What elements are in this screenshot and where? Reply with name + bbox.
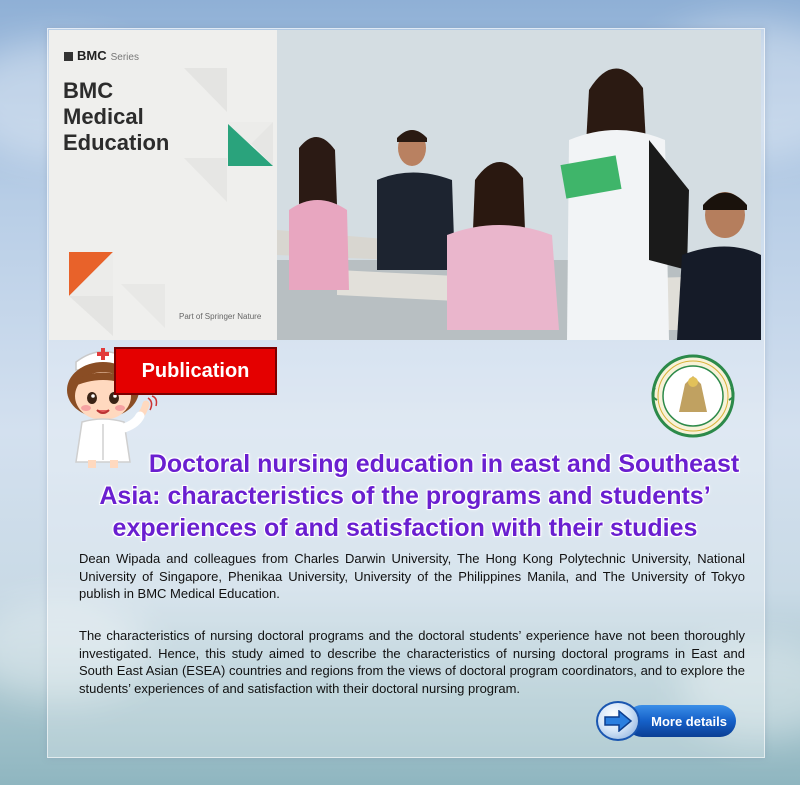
publication-badge: Publication (114, 347, 277, 395)
summary-paragraph: The characteristics of nursing doctoral programs and the doctoral students’ experience have not been thoroughly investigated. Hence, this study aimed to describe the characteristics of nursing doctoral programs in East and South East Asian (ESEA) countries and regions from the views of doctoral program coordinators, and to explore the students’ experiences of and satisfaction with their doctoral nursing program. (79, 628, 745, 696)
series-brand-text: BMC (77, 48, 107, 63)
banner-image (49, 30, 761, 340)
journal-title (63, 78, 169, 156)
series-brand (64, 48, 139, 63)
classroom-photo (277, 30, 761, 340)
journal-cover (49, 30, 277, 340)
faculty-seal-icon (649, 352, 737, 440)
journal-title-line: BMC (63, 78, 114, 103)
more-details-button[interactable] (596, 701, 736, 741)
series-word: Series (110, 52, 139, 63)
arrow-right-icon[interactable] (603, 710, 633, 732)
article-headline (50, 448, 760, 544)
more-details-label[interactable]: More details (651, 713, 727, 729)
headline-line: experiences of and satisfaction with their studies (112, 514, 698, 542)
bmc-logo-icon (64, 52, 73, 61)
more-details-pill[interactable] (626, 705, 736, 737)
journal-title-line: Medical (63, 104, 144, 129)
cover-decoration-icon (49, 30, 277, 340)
publisher-note: Part of Springer Nature (179, 312, 262, 321)
journal-title-line: Education (63, 130, 170, 155)
classroom-scene-icon (277, 30, 761, 340)
more-details-arrow-circle[interactable] (596, 701, 640, 741)
headline-line: Doctoral nursing education in east and Southeast (148, 450, 740, 478)
authors-paragraph: Dean Wipada and colleagues from Charles Darwin University, The Hong Kong Polytechnic University, National University of Singapore, Phenikaa University, University of the Philippines Manila, and The University of Tokyo publish in BMC Medical Education. (79, 551, 745, 601)
headline-line: Asia: characteristics of the programs and students’ (99, 482, 711, 510)
